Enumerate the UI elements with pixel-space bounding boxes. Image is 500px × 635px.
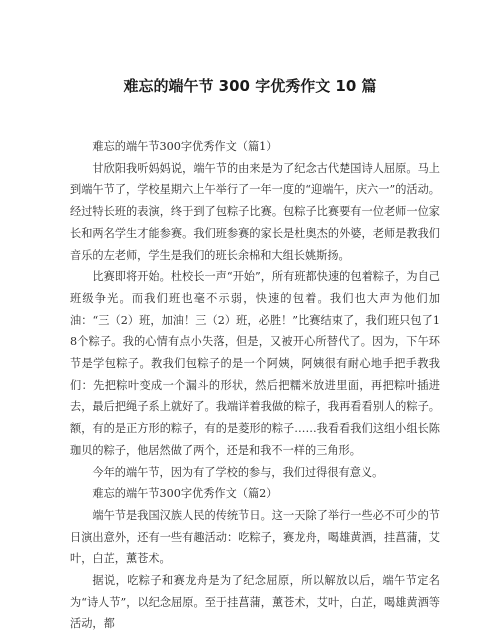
document-title: 难忘的端午节 300 字优秀作文 10 篇 bbox=[123, 77, 377, 95]
paragraph: 端午节是我国汉族人民的传统节日。这一天除了举行一些必不可少的节日演出意外，还有一些有趣活动：吃粽子，赛龙舟，喝雄黄酒，挂菖蒲，艾叶，白芷，薰苍术。 bbox=[70, 508, 440, 566]
paragraph: 今年的端午节，因为有了学校的参与，我们过得很有意义。 bbox=[92, 465, 384, 479]
paragraph: 据说，吃粽子和赛龙舟是为了纪念屈原，所以解放以后，端午节定名为“诗人节”，以纪念屈原。至于挂菖蒲，薰苍术，艾叶，白芷，喝雄黄酒等活动，都 bbox=[70, 574, 440, 631]
section-heading-1: 难忘的端午节300字优秀作文（篇1） bbox=[92, 140, 278, 153]
paragraph: 甘欣阳我听妈妈说，端午节的由来是为了纪念古代楚国诗人屈原。马上到端午节了，学校星期六上午举行了一年一度的“迎端午，庆六一”的活动。经过特长班的表演，终于到了包粽子比赛。包粽子比赛要有一位老师一位家长和两名学生才能参赛。我们班参赛的家长是杜奥杰的外婆，老师是教我们音乐的左老师，学生是我们的班长余棉和大组长姚斯扬。 bbox=[70, 161, 440, 262]
paragraph: 比赛即将开始。杜校长一声“开始”，所有班都快速的包着粽子，为自己班级争光。而我们班也毫不示弱，快速的包着。我们也大声为他们加油：“三（2）班，加油！三（2）班，必胜！”比赛结束了，我们班只包了18个粽子。我的心情有点小失落，但是，又被开心所替代了。因为，下午环节是学包粽子。教我们包粽子的是一个阿姨，阿姨很有耐心地手把手教我们：先把粽叶变成一个漏斗的形状，然后把糯米放进里面，再把粽叶插进去，最后把绳子系上就好了。我端详着我做的粽子，我再看看别人的粽子。额，有的是正方形的粽子，有的是菱形的粽子……我看看我们这组小组长陈珈贝的粽子，他居然做了两个，还是和我不一样的三角形。 bbox=[70, 270, 440, 457]
section-heading-2: 难忘的端午节300字优秀作文（篇2） bbox=[92, 487, 278, 501]
document-body bbox=[70, 136, 440, 635]
